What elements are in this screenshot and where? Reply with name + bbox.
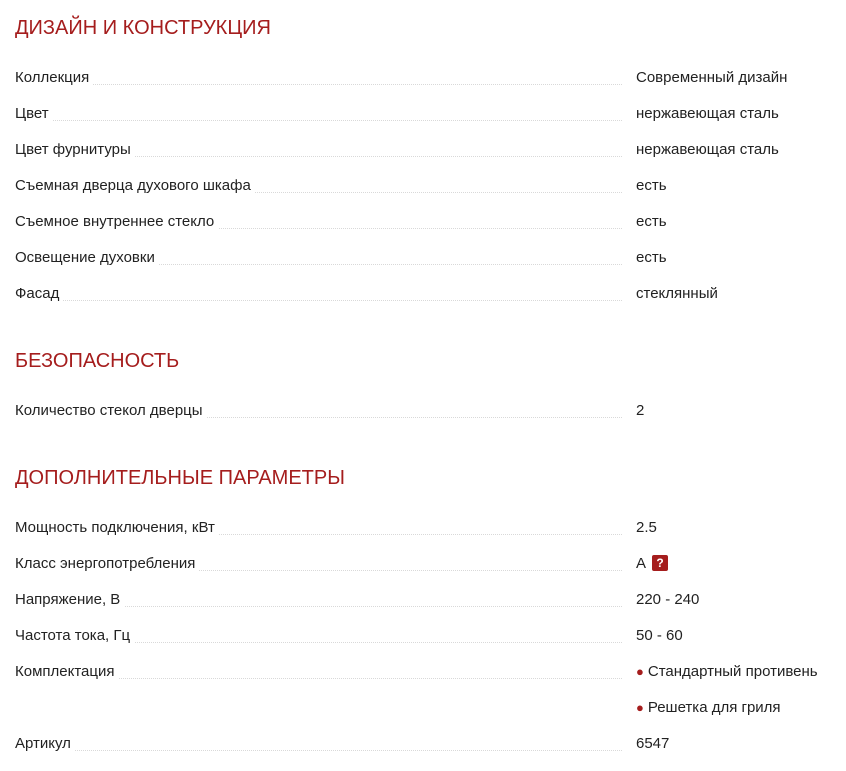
spec-value: есть	[636, 249, 667, 266]
section-additional-rows	[15, 519, 846, 771]
section-title-additional: ДОПОЛНИТЕЛЬНЫЕ ПАРАМЕТРЫ	[15, 467, 345, 489]
spec-row	[15, 591, 846, 627]
section-design-rows	[15, 69, 846, 321]
spec-value: нержавеющая сталь	[636, 105, 779, 122]
spec-value: 2.5	[636, 519, 657, 536]
spec-row	[15, 402, 846, 438]
spec-row	[15, 285, 846, 321]
spec-value-list-item	[636, 699, 781, 717]
spec-name: Цвет	[15, 105, 53, 122]
bullet-icon: ●	[636, 700, 644, 715]
spec-value: есть	[636, 177, 667, 194]
spec-name: Мощность подключения, кВт	[15, 519, 219, 536]
spec-row	[15, 735, 846, 771]
section-title-design: ДИЗАЙН И КОНСТРУКЦИЯ	[15, 17, 271, 39]
spec-row	[15, 105, 846, 141]
spec-value: 2	[636, 402, 645, 419]
spec-row	[15, 69, 846, 105]
spec-row-continuation	[15, 699, 846, 735]
spec-value: 6547	[636, 735, 670, 752]
bullet-icon: ●	[636, 664, 644, 679]
spec-name: Съемная дверца духового шкафа	[15, 177, 255, 194]
spec-value: Современный дизайн	[636, 69, 788, 86]
spec-row	[15, 177, 846, 213]
spec-row	[15, 555, 846, 591]
spec-row	[15, 519, 846, 555]
spec-row	[15, 213, 846, 249]
spec-name: Съемное внутреннее стекло	[15, 213, 218, 230]
section-safety-rows	[15, 402, 846, 438]
spec-name: Артикул	[15, 735, 75, 752]
spec-name: Коллекция	[15, 69, 93, 86]
spec-row	[15, 663, 846, 699]
spec-name: Класс энергопотребления	[15, 555, 199, 572]
spec-name: Фасад	[15, 285, 63, 302]
list-item: Стандартный противень	[647, 663, 818, 680]
spec-value: стеклянный	[636, 285, 718, 302]
list-item: Решетка для гриля	[647, 699, 781, 716]
spec-value: есть	[636, 213, 667, 230]
spec-name: Комплектация	[15, 663, 118, 680]
spec-name: Освещение духовки	[15, 249, 159, 266]
help-question-icon[interactable]: ?	[652, 555, 668, 571]
spec-name: Количество стекол дверцы	[15, 402, 207, 419]
spec-value: нержавеющая сталь	[636, 141, 779, 158]
spec-value	[636, 555, 668, 573]
spec-row	[15, 141, 846, 177]
spec-value: 50 - 60	[636, 627, 683, 644]
spec-name: Цвет фурнитуры	[15, 141, 135, 158]
spec-value: 220 - 240	[636, 591, 700, 608]
section-title-safety: БЕЗОПАСНОСТЬ	[15, 350, 180, 372]
energy-class-value: A	[636, 555, 647, 572]
spec-name: Напряжение, В	[15, 591, 124, 608]
spec-row	[15, 627, 846, 663]
spec-value-list-item	[636, 663, 818, 681]
spec-name: Частота тока, Гц	[15, 627, 134, 644]
spec-row	[15, 249, 846, 285]
